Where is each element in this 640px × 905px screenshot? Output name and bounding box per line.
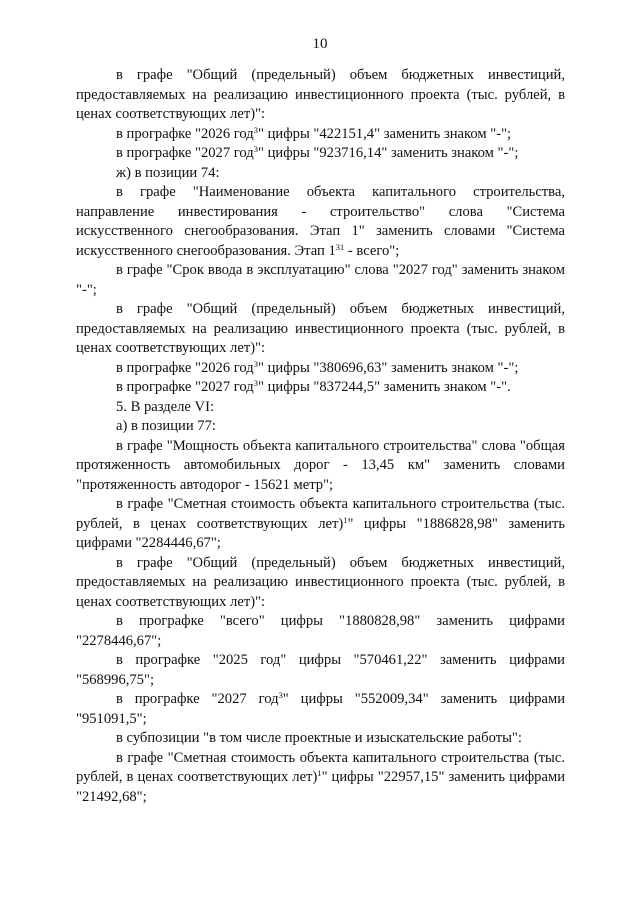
paragraph	[76, 300, 565, 359]
footnote-marker: 31	[335, 241, 345, 252]
paragraph-text: 5. В разделе VI:	[116, 398, 215, 415]
paragraph-text: а) в позиции 77:	[116, 418, 216, 434]
footnote-marker: 3	[253, 124, 258, 135]
footnote-marker: 1	[343, 514, 348, 525]
footnote-marker: 1	[317, 768, 322, 778]
paragraph-text: " цифры "552009,34" заменить цифрами "951091,5";	[76, 691, 566, 727]
paragraph-text: - всего";	[344, 242, 400, 259]
paragraph	[76, 183, 565, 261]
paragraph-text: " цифры "923716,14" заменить знаком "-";	[257, 145, 519, 161]
paragraph	[76, 144, 565, 164]
footnote-marker: 3	[253, 144, 258, 154]
paragraph	[76, 729, 565, 749]
paragraph-text: в графе "Общий (предельный) объем бюджетных инвестиций, предоставляемых на реализацию инвестиционного проекта (тыс. рублей, в ценах соответствующих лет)":	[76, 301, 565, 356]
paragraph-text: в субпозиции "в том числе проектные и изыскательские работы":	[116, 730, 522, 746]
paragraph-text: " цифры "837244,5" заменить знаком "-".	[257, 379, 511, 395]
paragraph-text: " цифры "22957,15" заменить цифрами "21492,68";	[76, 769, 566, 805]
paragraph-text: в графе "Сметная стоимость объекта капитального строительства (тыс. рублей, в ценах соответствующих лет)	[76, 496, 565, 532]
paragraph-text: " цифры "422151,4" заменить знаком "-";	[257, 125, 512, 142]
paragraph	[76, 749, 565, 808]
paragraph	[76, 378, 565, 398]
paragraph-text: в прографке "2026 год	[116, 359, 254, 376]
paragraph	[76, 612, 565, 651]
paragraph-text: в прографке "2027 год	[116, 379, 254, 395]
paragraph	[76, 66, 565, 125]
paragraph-text: " цифры "380696,63" заменить знаком "-";	[257, 359, 519, 376]
paragraph-text: в графе "Мощность объекта капитального строительства" слова "общая протяженность автомобильных дорог - 13,45 км" заменить словами "протяженность автодорог - 15621 метр";	[76, 437, 565, 493]
paragraph	[76, 164, 565, 184]
paragraph-text: в прографке "2027 год	[116, 691, 279, 707]
paragraph-text: в графе "Срок ввода в эксплуатацию" слова "2027 год" заменить знаком "-";	[76, 262, 565, 298]
document-body	[76, 66, 565, 807]
footnote-marker: 3	[253, 378, 258, 388]
paragraph	[76, 690, 565, 729]
paragraph-text: в прографке "2025 год" цифры "570461,22" заменить цифрами "568996,75";	[76, 652, 565, 688]
paragraph	[76, 495, 565, 554]
paragraph	[76, 398, 565, 418]
paragraph-text: " цифры "1886828,98" заменить цифрами "2284446,67";	[76, 515, 565, 551]
paragraph	[76, 261, 565, 300]
paragraph	[76, 554, 565, 613]
paragraph	[76, 125, 565, 145]
footnote-marker: 3	[253, 358, 258, 369]
paragraph-text: ж) в позиции 74:	[116, 164, 220, 181]
paragraph	[76, 437, 565, 496]
paragraph	[76, 651, 565, 690]
paragraph	[76, 417, 565, 437]
paragraph-text: в графе "Общий (предельный) объем бюджетных инвестиций, предоставляемых на реализацию инвестиционного проекта (тыс. рублей, в ценах соответствующих лет)":	[76, 554, 565, 610]
footnote-marker: 3	[278, 690, 283, 700]
paragraph-text: в графе "Сметная стоимость объекта капитального строительства (тыс. рублей, в ценах соответствующих лет)	[76, 749, 565, 785]
paragraph-text: в графе "Наименование объекта капитального строительства, направление инвестирования - строительство" слова "Система искусственного снегообразования. Этап 1" заменить словами "Система искусственного снегообразования. Этап 1	[76, 184, 565, 259]
page-number: 10	[312, 36, 328, 52]
paragraph-text: в прографке "всего" цифры "1880828,98" заменить цифрами "2278446,67";	[76, 613, 565, 649]
paragraph	[76, 359, 565, 379]
paragraph-text: в прографке "2026 год	[116, 125, 254, 142]
paragraph-text: в прографке "2027 год	[116, 145, 254, 161]
paragraph-text: в графе "Общий (предельный) объем бюджетных инвестиций, предоставляемых на реализацию инвестиционного проекта (тыс. рублей, в ценах соответствующих лет)":	[76, 67, 565, 122]
